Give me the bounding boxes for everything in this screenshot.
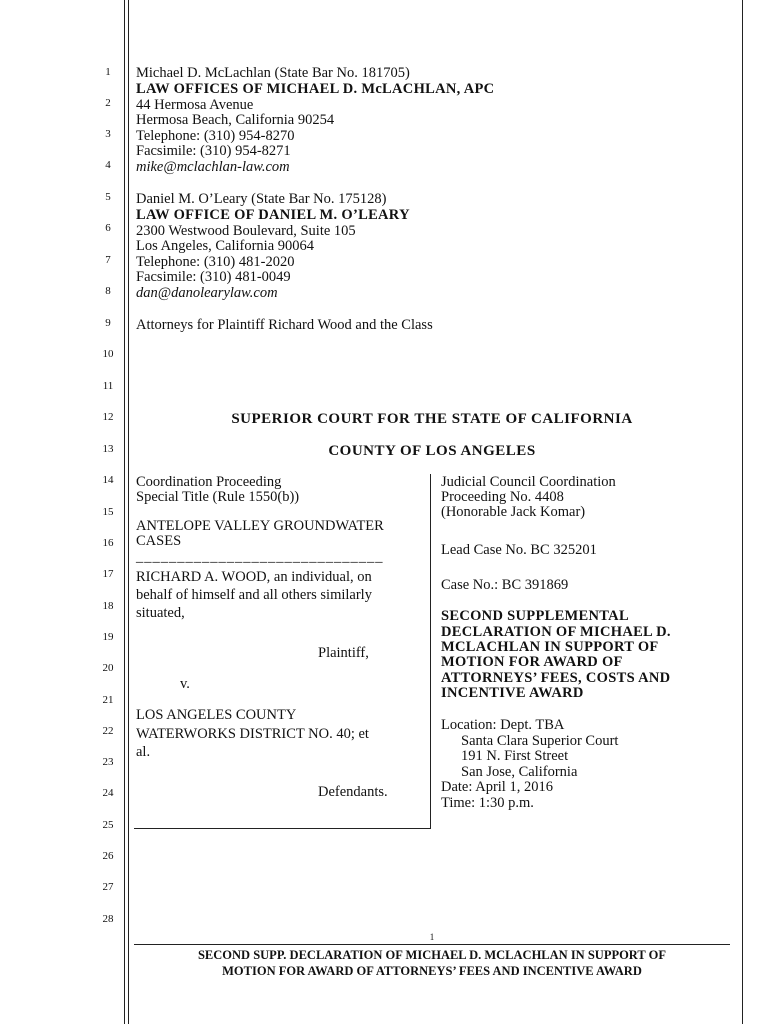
line-number: 10 [102, 348, 114, 360]
plaintiff-line: situated, [136, 605, 185, 621]
line-number: 22 [102, 725, 114, 737]
caption-bottom-rule [134, 828, 430, 829]
right-margin-rule [742, 0, 743, 1024]
attorneys-for: Attorneys for Plaintiff Richard Wood and the Class [136, 317, 433, 333]
attorney-name: Daniel M. O’Leary (State Bar No. 175128) [136, 191, 387, 207]
hearing-date: Date: April 1, 2016 [441, 779, 553, 795]
left-margin-rule [124, 0, 125, 1024]
court-name: SUPERIOR COURT FOR THE STATE OF CALIFORNIA [231, 411, 633, 427]
line-number: 6 [105, 222, 111, 234]
line-number: 15 [102, 506, 114, 518]
line-number: 23 [102, 756, 114, 768]
jcc-line: Proceeding No. 4408 [441, 489, 564, 505]
email: mike@mclachlan-law.com [136, 159, 290, 175]
document-title: MOTION FOR AWARD OF [441, 654, 623, 670]
document-title: DECLARATION OF MICHAEL D. [441, 624, 671, 640]
telephone: Telephone: (310) 954-8270 [136, 128, 295, 144]
address-line: 2300 Westwood Boulevard, Suite 105 [136, 223, 356, 239]
firm-name: LAW OFFICES OF MICHAEL D. McLACHLAN, APC [136, 81, 495, 97]
line-number: 1 [105, 66, 111, 78]
facsimile: Facsimile: (310) 954-8271 [136, 143, 291, 159]
proceeding-line: Coordination Proceeding [136, 474, 282, 490]
line-number: 11 [102, 380, 114, 392]
hearing-location: Location: Dept. TBA [441, 717, 565, 733]
line-number: 25 [102, 819, 114, 831]
line-number: 2 [105, 97, 111, 109]
line-number: 18 [102, 600, 114, 612]
address-line: Hermosa Beach, California 90254 [136, 112, 335, 128]
line-number: 27 [102, 881, 114, 893]
line-number: 20 [102, 662, 114, 674]
plaintiff-label: Plaintiff, [318, 645, 369, 661]
defendant-line: al. [136, 744, 151, 760]
defendant-line: LOS ANGELES COUNTY [136, 707, 297, 723]
attorney-name: Michael D. McLachlan (State Bar No. 181705) [136, 65, 410, 81]
line-number: 7 [105, 254, 111, 266]
line-number: 24 [102, 787, 114, 799]
case-number: Case No.: BC 391869 [441, 577, 569, 593]
line-number: 21 [102, 694, 114, 706]
line-number: 19 [102, 631, 114, 643]
firm-name: LAW OFFICE OF DANIEL M. O’LEARY [136, 207, 410, 223]
document-title: ATTORNEYS’ FEES, COSTS AND [441, 670, 671, 686]
plaintiff-line: RICHARD A. WOOD, an individual, on [136, 569, 372, 585]
defendant-line: WATERWORKS DISTRICT NO. 40; et [136, 726, 369, 742]
lead-case-number: Lead Case No. BC 325201 [441, 542, 597, 558]
line-number: 3 [105, 128, 111, 140]
line-number: 17 [102, 568, 114, 580]
facsimile: Facsimile: (310) 481-0049 [136, 269, 291, 285]
address-line: 44 Hermosa Avenue [136, 97, 254, 113]
footer-rule [134, 944, 730, 945]
jcc-line: Judicial Council Coordination [441, 474, 616, 490]
line-number: 9 [105, 317, 111, 329]
left-margin-rule-double [128, 0, 129, 1024]
telephone: Telephone: (310) 481-2020 [136, 254, 295, 270]
line-number: 5 [105, 191, 111, 203]
defendant-label: Defendants. [318, 784, 388, 800]
document-title: INCENTIVE AWARD [441, 685, 584, 701]
versus: v. [180, 676, 190, 692]
line-number: 4 [105, 159, 111, 171]
plaintiff-line: behalf of himself and all others similarly [136, 587, 372, 603]
footer-title: SECOND SUPP. DECLARATION OF MICHAEL D. MCLACHLAN IN SUPPORT OF [197, 948, 666, 962]
document-title: MCLACHLAN IN SUPPORT OF [441, 639, 659, 655]
line-number: 14 [102, 474, 114, 486]
proceeding-line: Special Title (Rule 1550(b)) [136, 489, 300, 505]
judge: (Honorable Jack Komar) [441, 504, 586, 520]
page-number: 1 [429, 932, 435, 942]
address-line: Los Angeles, California 90064 [136, 238, 315, 254]
line-number: 8 [105, 285, 111, 297]
case-title: CASES [136, 533, 182, 549]
line-number: 26 [102, 850, 114, 862]
case-title: ANTELOPE VALLEY GROUNDWATER [136, 518, 384, 534]
email: dan@danolearylaw.com [136, 285, 278, 301]
footer-title: MOTION FOR AWARD OF ATTORNEYS’ FEES AND INCENTIVE AWARD [222, 964, 642, 978]
line-number: 13 [102, 443, 114, 455]
hearing-location-line: 191 N. First Street [461, 748, 569, 764]
document-title: SECOND SUPPLEMENTAL [441, 608, 629, 624]
separator: ______________________________ [136, 549, 384, 565]
hearing-location-line: Santa Clara Superior Court [461, 733, 619, 749]
line-number: 12 [102, 411, 114, 423]
line-number: 28 [102, 913, 114, 925]
line-number: 16 [102, 537, 114, 549]
hearing-time: Time: 1:30 p.m. [441, 795, 534, 811]
county-name: COUNTY OF LOS ANGELES [328, 443, 536, 459]
hearing-location-line: San Jose, California [461, 764, 578, 780]
caption-divider [430, 474, 431, 829]
